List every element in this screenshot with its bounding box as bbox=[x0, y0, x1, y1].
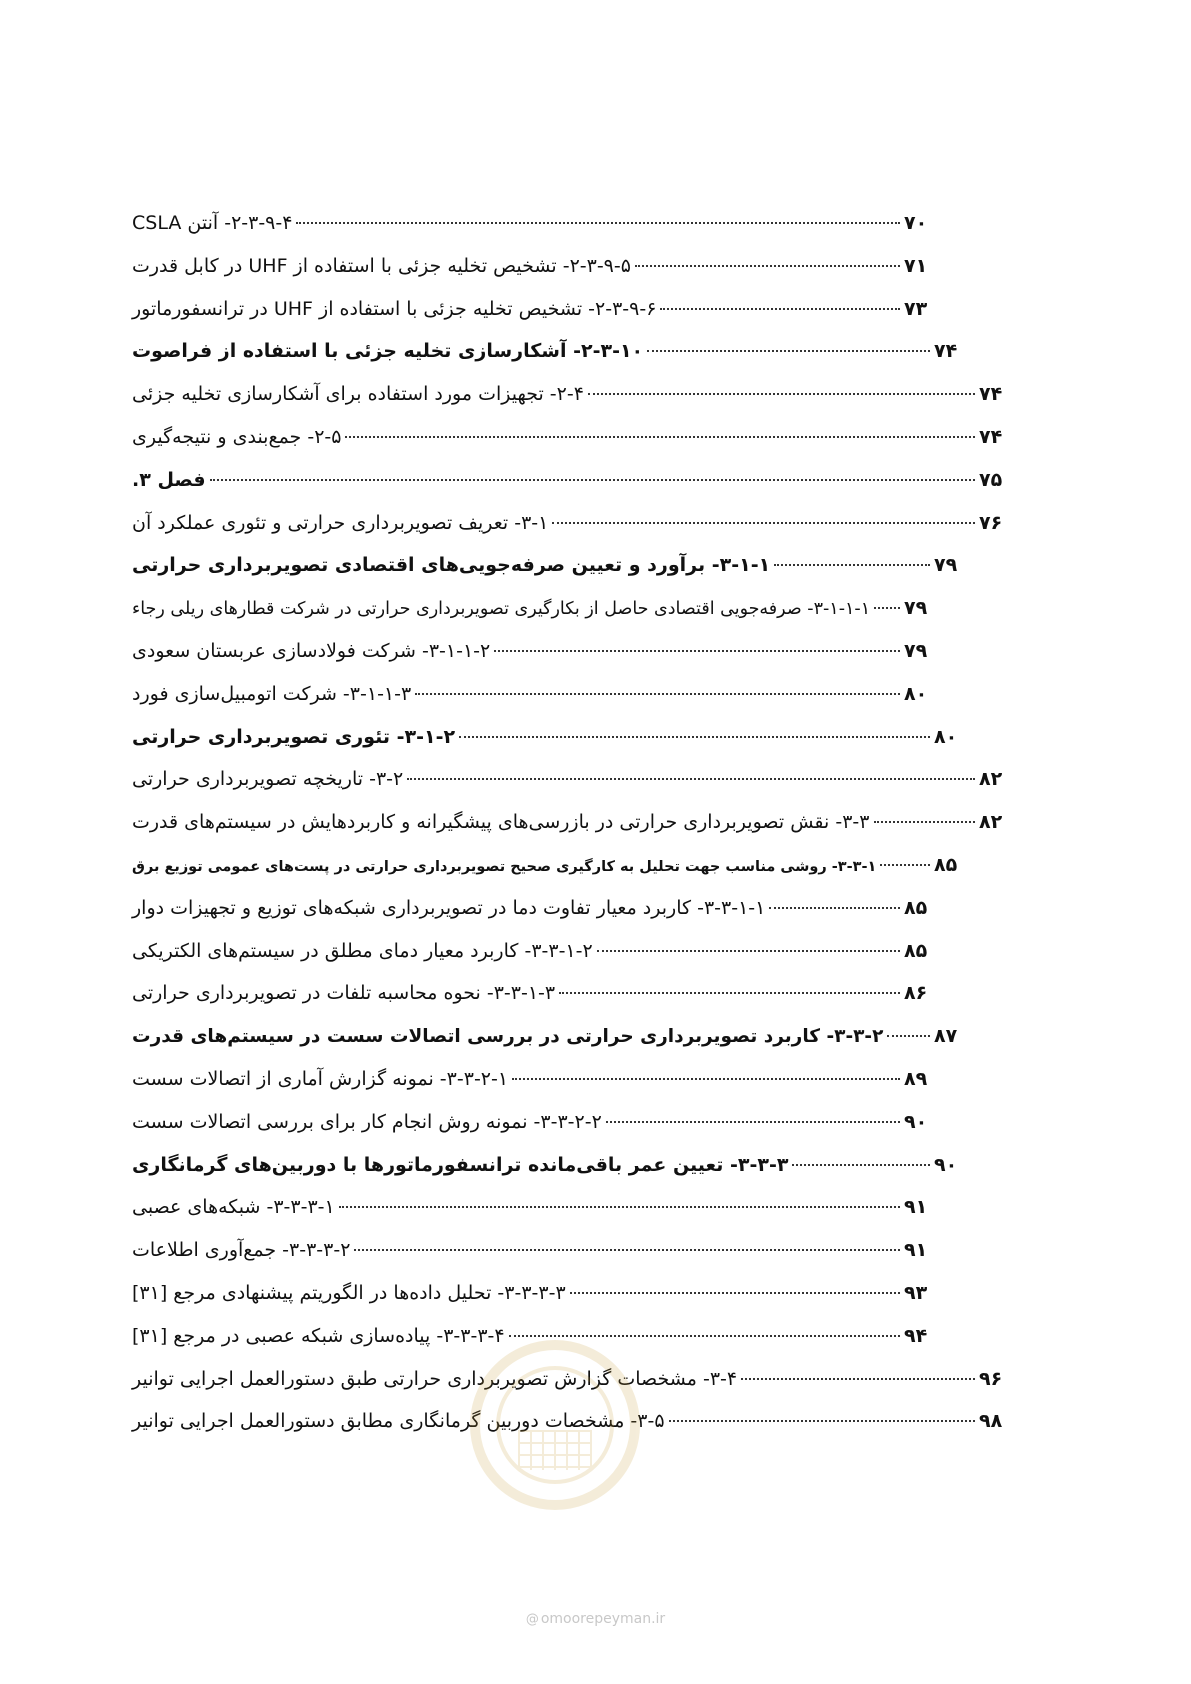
toc-entry-title: ۲-۳-۱۰- آشکارسازی تخلیه جزئی با استفاده از فراصوت bbox=[132, 340, 644, 362]
toc-entry[interactable] bbox=[132, 726, 960, 760]
toc-page-number: ۹۱ bbox=[904, 1196, 928, 1218]
toc-entry[interactable] bbox=[132, 1068, 930, 1102]
toc-entry-title: ۳-۳-۱- روشی مناسب جهت تحلیل به کارگیری صحیح تصویربرداری حرارتی در پست‌های عمومی توزیع برق bbox=[132, 859, 877, 875]
toc-leader-dots bbox=[647, 350, 930, 352]
toc-entry-title: ۳-۳-۲-۱- نمونه گزارش آماری از اتصالات سست bbox=[132, 1068, 509, 1090]
toc-entry[interactable] bbox=[132, 426, 1005, 460]
toc-entry-title: ۲-۵- جمع‌بندی و نتیجه‌گیری bbox=[132, 426, 342, 448]
toc-entry[interactable] bbox=[132, 1025, 960, 1059]
toc-entry-title: فصل ۳. bbox=[132, 469, 206, 491]
toc-leader-dots bbox=[660, 308, 900, 310]
toc-entry[interactable] bbox=[132, 383, 1005, 417]
toc-entry[interactable] bbox=[132, 982, 930, 1016]
website-text: omoorepeyman.ir bbox=[540, 1611, 666, 1627]
toc-page-number: ۷۶ bbox=[979, 512, 1003, 534]
toc-leader-dots bbox=[588, 393, 975, 395]
toc-entry[interactable] bbox=[132, 512, 1005, 546]
toc-entry-title: ۳-۱-۱-۲- شرکت فولادسازی عربستان سعودی bbox=[132, 640, 491, 662]
toc-entry-title: ۲-۳-۹-۵- تشخیص تخلیه جزئی با استفاده از UHF در کابل قدرت bbox=[132, 255, 631, 277]
toc-entry[interactable] bbox=[132, 554, 960, 588]
toc-entry-title: ۲-۳-۹-۴- آنتن CSLA bbox=[132, 212, 293, 234]
toc-page-number: ۷۴ bbox=[934, 340, 958, 362]
toc-leader-dots bbox=[509, 1335, 900, 1337]
toc-entry-title: ۳-۳-۱-۳- نحوه محاسبه تلفات در تصویربرداری حرارتی bbox=[132, 982, 556, 1004]
toc-entry[interactable] bbox=[132, 1196, 930, 1230]
toc-leader-dots bbox=[354, 1249, 900, 1251]
toc-leader-dots bbox=[874, 821, 976, 823]
footer-website bbox=[0, 1611, 1191, 1627]
toc-entry[interactable] bbox=[132, 811, 1005, 845]
toc-entry[interactable] bbox=[132, 1154, 960, 1188]
toc-leader-dots bbox=[792, 1164, 930, 1166]
toc-entry-title: ۳-۳-۲- کاربرد تصویربرداری حرارتی در بررسی اتصالات سست در سیستم‌های قدرت bbox=[132, 1026, 884, 1047]
toc-page-number: ۹۶ bbox=[979, 1368, 1003, 1390]
toc-leader-dots bbox=[769, 907, 900, 909]
toc-leader-dots bbox=[570, 1292, 900, 1294]
toc-page-number: ۸۰ bbox=[934, 726, 958, 748]
toc-entry-title: ۳-۳-۲-۲- نمونه روش انجام کار برای بررسی اتصالات سست bbox=[132, 1111, 602, 1133]
toc-leader-dots bbox=[407, 778, 975, 780]
seal-watermark bbox=[470, 1340, 640, 1510]
toc-entry-title: ۲-۳-۹-۶- تشخیص تخلیه جزئی با استفاده از UHF در ترانسفورماتور bbox=[132, 298, 657, 320]
toc-page-number: ۸۰ bbox=[904, 683, 928, 705]
toc-entry-title: ۳-۱-۲- تئوری تصویربرداری حرارتی bbox=[132, 726, 456, 748]
toc-entry[interactable] bbox=[132, 469, 1005, 503]
toc-page-number: ۷۹ bbox=[904, 640, 928, 662]
toc-entry-title: ۳-۳-۱-۱- کاربرد معیار تفاوت دما در تصویربرداری شبکه‌های توزیع و تجهیزات دوار bbox=[132, 897, 766, 919]
toc-page-number: ۷۰ bbox=[904, 212, 928, 234]
toc-entry-title: ۳-۱-۱-۳- شرکت اتومبیل‌سازی فورد bbox=[132, 683, 412, 705]
toc-page-number: ۷۳ bbox=[904, 298, 928, 320]
toc-page-number: ۸۷ bbox=[934, 1025, 958, 1047]
toc-entry[interactable] bbox=[132, 212, 930, 246]
toc-entry[interactable] bbox=[132, 1111, 930, 1145]
toc-entry-title: ۳-۳-۳-۲- جمع‌آوری اطلاعات bbox=[132, 1239, 351, 1261]
toc-leader-dots bbox=[210, 479, 975, 481]
toc-page-number: ۸۵ bbox=[904, 940, 928, 962]
toc-entry[interactable] bbox=[132, 940, 930, 974]
toc-page-number: ۷۵ bbox=[979, 469, 1003, 491]
toc-page-number: ۷۹ bbox=[904, 597, 928, 619]
toc-entry-title: ۳-۳-۱-۲- کاربرد معیار دمای مطلق در سیستم‌های الکتریکی bbox=[132, 940, 593, 962]
toc-entry[interactable] bbox=[132, 255, 930, 289]
toc-leader-dots bbox=[597, 950, 900, 952]
toc-page-number: ۹۸ bbox=[979, 1410, 1003, 1432]
toc-page-number: ۹۱ bbox=[904, 1239, 928, 1261]
toc-entry[interactable] bbox=[132, 897, 930, 931]
toc-page-number: ۷۴ bbox=[979, 383, 1003, 405]
toc-entry-title: ۳-۵- مشخصات دوربین گرمانگاری مطابق دستورالعمل اجرایی توانیر bbox=[132, 1410, 665, 1432]
toc-entry-title: ۳-۳-۳-۳- تحلیل داده‌ها در الگوریتم پیشنهادی مرجع [۳۱] bbox=[132, 1282, 566, 1304]
toc-entry-title: ۳-۴- مشخصات گزارش تصویربرداری حرارتی طبق دستورالعمل اجرایی توانیر bbox=[132, 1368, 738, 1390]
toc-entry-title: ۲-۴- تجهیزات مورد استفاده برای آشکارسازی تخلیه جزئی bbox=[132, 383, 584, 405]
toc-entry[interactable] bbox=[132, 768, 1005, 802]
toc-page-number: ۹۳ bbox=[904, 1282, 928, 1304]
toc-leader-dots bbox=[874, 607, 900, 609]
toc-leader-dots bbox=[741, 1378, 975, 1380]
toc-page-number: ۸۲ bbox=[979, 811, 1003, 833]
toc-entry[interactable] bbox=[132, 683, 930, 717]
toc-page-number: ۸۶ bbox=[904, 982, 928, 1004]
at-icon: @ bbox=[525, 1612, 539, 1627]
toc-leader-dots bbox=[887, 1035, 930, 1037]
toc-leader-dots bbox=[669, 1420, 975, 1422]
toc-entry-title: ۳-۱-۱- برآورد و تعیین صرفه‌جویی‌های اقتصادی تصویربرداری حرارتی bbox=[132, 554, 771, 576]
toc-entry-title: ۳-۳-۳- تعیین عمر باقی‌مانده ترانسفورماتورها با دوربین‌های گرمانگاری bbox=[132, 1154, 789, 1176]
toc-entry[interactable] bbox=[132, 597, 930, 631]
toc-leader-dots bbox=[296, 222, 900, 224]
toc-entry[interactable] bbox=[132, 1282, 930, 1316]
toc-page-number: ۷۴ bbox=[979, 426, 1003, 448]
toc-leader-dots bbox=[494, 650, 900, 652]
toc-leader-dots bbox=[559, 992, 900, 994]
toc-page-number: ۸۹ bbox=[904, 1068, 928, 1090]
toc-leader-dots bbox=[345, 436, 975, 438]
toc-entry[interactable] bbox=[132, 854, 960, 888]
toc-leader-dots bbox=[459, 736, 930, 738]
toc-leader-dots bbox=[552, 522, 975, 524]
toc-page-number: ۸۵ bbox=[934, 854, 958, 876]
toc-page-number: ۹۴ bbox=[904, 1325, 928, 1347]
toc-leader-dots bbox=[774, 564, 930, 566]
toc-page-number: ۸۵ bbox=[904, 897, 928, 919]
toc-entry[interactable] bbox=[132, 1239, 930, 1273]
toc-leader-dots bbox=[415, 693, 900, 695]
toc-leader-dots bbox=[339, 1206, 900, 1208]
toc-leader-dots bbox=[512, 1078, 900, 1080]
toc-page-number: ۷۱ bbox=[904, 255, 928, 277]
toc-page-number: ۷۹ bbox=[934, 554, 958, 576]
toc-entry-title: ۳-۳- نقش تصویربرداری حرارتی در بازرسی‌های پیشگیرانه و کاربردهایش در سیستم‌های قدرت bbox=[132, 811, 870, 833]
toc-entry[interactable] bbox=[132, 340, 960, 374]
toc-entry-title: ۳-۳-۳-۱- شبکه‌های عصبی bbox=[132, 1196, 335, 1218]
toc-entry-title: ۳-۱- تعریف تصویربرداری حرارتی و تئوری عملکرد آن bbox=[132, 512, 549, 534]
toc-page-number: ۸۲ bbox=[979, 768, 1003, 790]
toc-leader-dots bbox=[606, 1121, 900, 1123]
toc-page-number: ۹۰ bbox=[934, 1154, 958, 1176]
toc-entry-title: ۳-۱-۱-۱- صرفه‌جویی اقتصادی حاصل از بکارگیری تصویربرداری حرارتی در شرکت قطارهای ریلی رجاء bbox=[132, 599, 871, 619]
toc-leader-dots bbox=[635, 265, 900, 267]
toc-entry-title: ۳-۲- تاریخچه تصویربرداری حرارتی bbox=[132, 768, 404, 790]
toc-entry[interactable] bbox=[132, 640, 930, 674]
toc-entry-title: ۳-۳-۳-۴- پیاده‌سازی شبکه عصبی در مرجع [۳۱] bbox=[132, 1325, 505, 1347]
toc-page-number: ۹۰ bbox=[904, 1111, 928, 1133]
toc-entry[interactable] bbox=[132, 298, 930, 332]
toc-leader-dots bbox=[880, 864, 930, 866]
